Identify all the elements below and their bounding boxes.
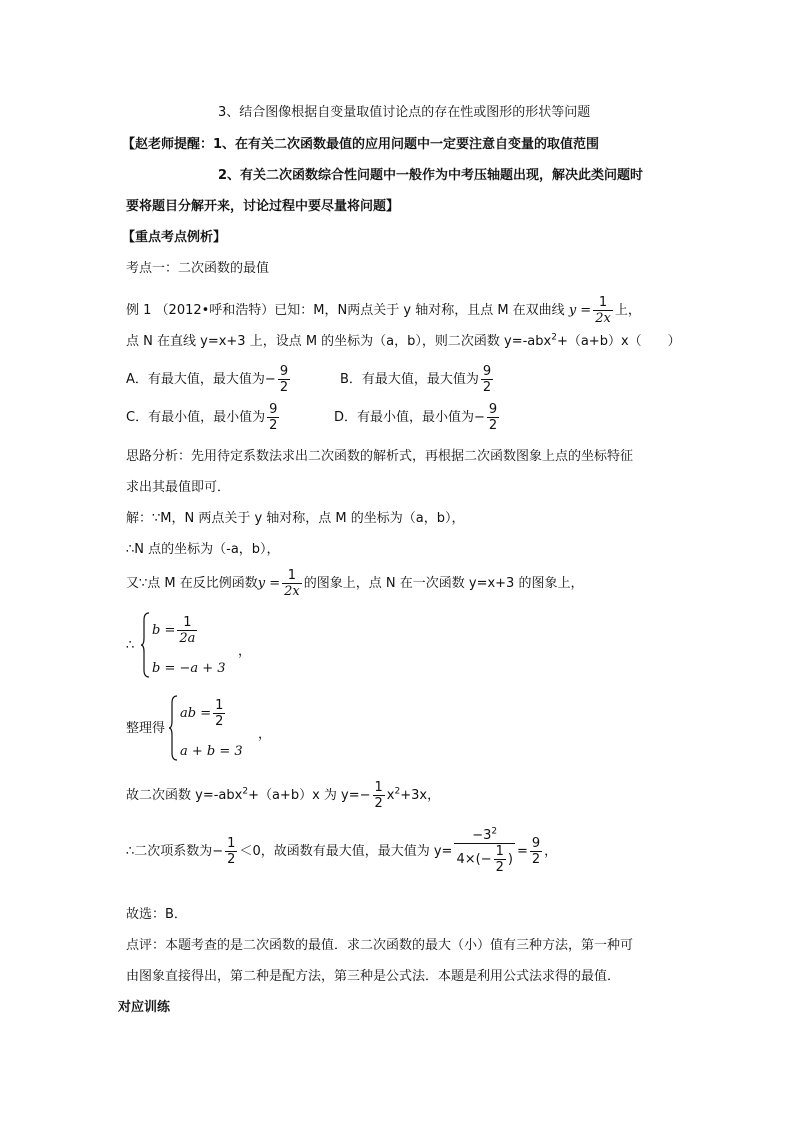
solution-line6-text: 故二次函数 y=-abx [126,788,243,803]
training-heading: 对应训练 [118,1000,171,1015]
system-1-comma: ， [238,644,252,659]
fraction-9-over-2 [487,402,499,433]
idea-line-2: 求出其最值即可． [126,480,231,495]
variable-x: x [386,788,395,803]
neg-three: −3 [472,828,492,843]
option-b-text: B．有最大值，最大值为 [340,372,479,387]
numerator: 9 [279,364,289,379]
option-c-text: C．有最小值，最小值为 [126,410,266,425]
numerator: 9 [269,402,278,417]
denominator [454,844,515,875]
system-2-row-2: a + b = 3 [180,744,243,759]
numerator: 1 [593,295,613,311]
four-times: 4×(− [456,852,492,867]
numerator [454,828,515,844]
solution-line6-end: +3x， [400,788,441,803]
numerator: 9 [482,364,492,379]
solution-line-7 [126,828,557,876]
solution-line7-mid: ＜0，故函数有最大值，最大值为 y= [239,844,453,859]
denominator: 2 [269,418,278,433]
denominator: 2 [227,852,236,867]
solution-line-2: ∴N 点的坐标为（-a，b）， [126,542,280,557]
option-c[interactable] [126,400,281,436]
option-a-text: A．有最大值，最大值为 [126,372,265,387]
example-line-1 [126,293,641,329]
fraction-1-over-2 [213,698,225,729]
option-d[interactable] [334,400,501,436]
fraction-1-over-2 [225,836,237,867]
curve-equation: y = [257,576,281,591]
numerator: 1 [215,698,224,713]
solution-line-6 [126,778,440,814]
example-line1-end: 上， [614,303,641,318]
denominator: 2x [595,311,611,326]
minus-sign: − [264,372,276,387]
equals-sign: = [516,844,528,859]
brace-icon [140,612,150,678]
solution-line3-text: 又∵点 M 在反比例函数 [126,576,258,591]
solution-line-1: 解：∵M，N 两点关于 y 轴对称，点 M 的坐标为（a，b）， [126,511,465,526]
system-2-row-1 [180,697,227,731]
option-b[interactable] [340,362,495,398]
square-superscript: 2 [551,332,557,343]
system-1-row-2: b = −a + 3 [152,661,226,676]
solution-line-3 [126,566,583,602]
reminder-line-2: 2、有关二次函数综合性问题中一般作为中考压轴题出现，解决此类问题时 [218,168,644,183]
example-line2-text: 点 N 在直线 y=x+3 上，设点 M 的坐标为（a，b），则二次函数 y=-abx [126,334,552,349]
system-2-comma: ， [258,727,272,742]
denominator: 2 [482,380,492,395]
analysis-heading: 【重点考点例析】 [122,230,227,245]
therefore-sign: ∴ [126,638,135,653]
denominator: 2x [284,584,300,599]
fraction-9-over-2 [530,836,542,867]
equation-left: b = [152,623,176,638]
brace-icon [168,695,178,761]
denominator: 2 [495,860,504,875]
equation-system-2 [168,695,288,763]
solution-line7-text: ∴二次项系数为− [126,844,224,859]
option-a[interactable] [126,362,292,398]
topic-title: 考点一：二次函数的最值 [126,261,270,276]
example-line2-end: +（a+b）x（ ） [556,334,681,349]
square-superscript: 2 [491,826,498,837]
denominator: 2 [215,714,224,729]
idea-line-1: 思路分析：先用待定系数法求出二次函数的解析式，再根据二次函数图象上点的坐标特征 [126,449,634,464]
fraction-1-over-2 [494,844,506,875]
square-superscript: 2 [394,786,401,797]
denominator: 2 [374,796,383,811]
close-paren: ) [507,852,513,867]
numerator: 1 [282,568,302,584]
option-d-text: D．有最小值，最小值为 [334,410,475,425]
fraction-1-over-2x [282,568,302,599]
denominator: 2a [179,631,196,646]
fraction-9-over-2 [481,364,493,395]
reminder-line-3: 要将题目分解开来，讨论过程中要尽量将问题】 [126,199,400,214]
fraction-9-over-2 [278,364,290,395]
numerator: 9 [531,836,541,851]
equation-system-1 [140,612,250,680]
fraction-1-over-2x [593,295,613,326]
square-superscript: 2 [242,786,249,797]
comment-line-2: 由图象直接得出，第二种是配方法，第三种是公式法．本题是利用公式法求得的最值． [126,969,621,984]
reminder-line-1: 【赵老师提醒：1、在有关二次函数最值的应用问题中一定要注意自变量的取值范围 [122,137,600,152]
numerator: 1 [374,780,383,795]
numerator: 1 [177,615,197,631]
denominator: 2 [488,418,498,433]
denominator: 2 [531,852,541,867]
numerator: 9 [488,402,498,417]
equation-left: ab = [180,706,212,721]
denominator: 2 [279,380,289,395]
answer-line: 故选：B． [126,907,187,922]
example-line-2 [126,333,681,351]
minus-sign: − [474,410,485,425]
section-heading: 3、结合图像根据自变量取值讨论点的存在性或图形的形状等问题 [218,105,591,120]
example-source: （2012•呼和浩特）已知：M，N两点关于 y 轴对称，且点 M 在双曲线 [155,303,565,318]
numerator: 1 [227,836,236,851]
curve-equation: y = [568,303,592,318]
max-value-fraction [454,828,515,875]
comment-line-1: 点评：本题考查的是二次函数的最值．求二次函数的最大（小）值有三种方法，第一种可 [126,938,634,953]
comma: ， [544,844,558,859]
example-label: 例 1 [126,303,152,318]
fraction-9-over-2 [267,402,279,433]
system-1-row-1 [152,614,199,648]
solution-line6-mid: +（a+b）x 为 y=− [248,788,371,803]
fraction-1-over-2a [177,615,197,646]
simplify-label: 整理得 [126,721,166,736]
solution-line3-end: 的图象上，点 N 在一次函数 y=x+3 的图象上， [303,576,584,591]
numerator: 1 [495,844,504,859]
fraction-1-over-2 [373,780,385,811]
